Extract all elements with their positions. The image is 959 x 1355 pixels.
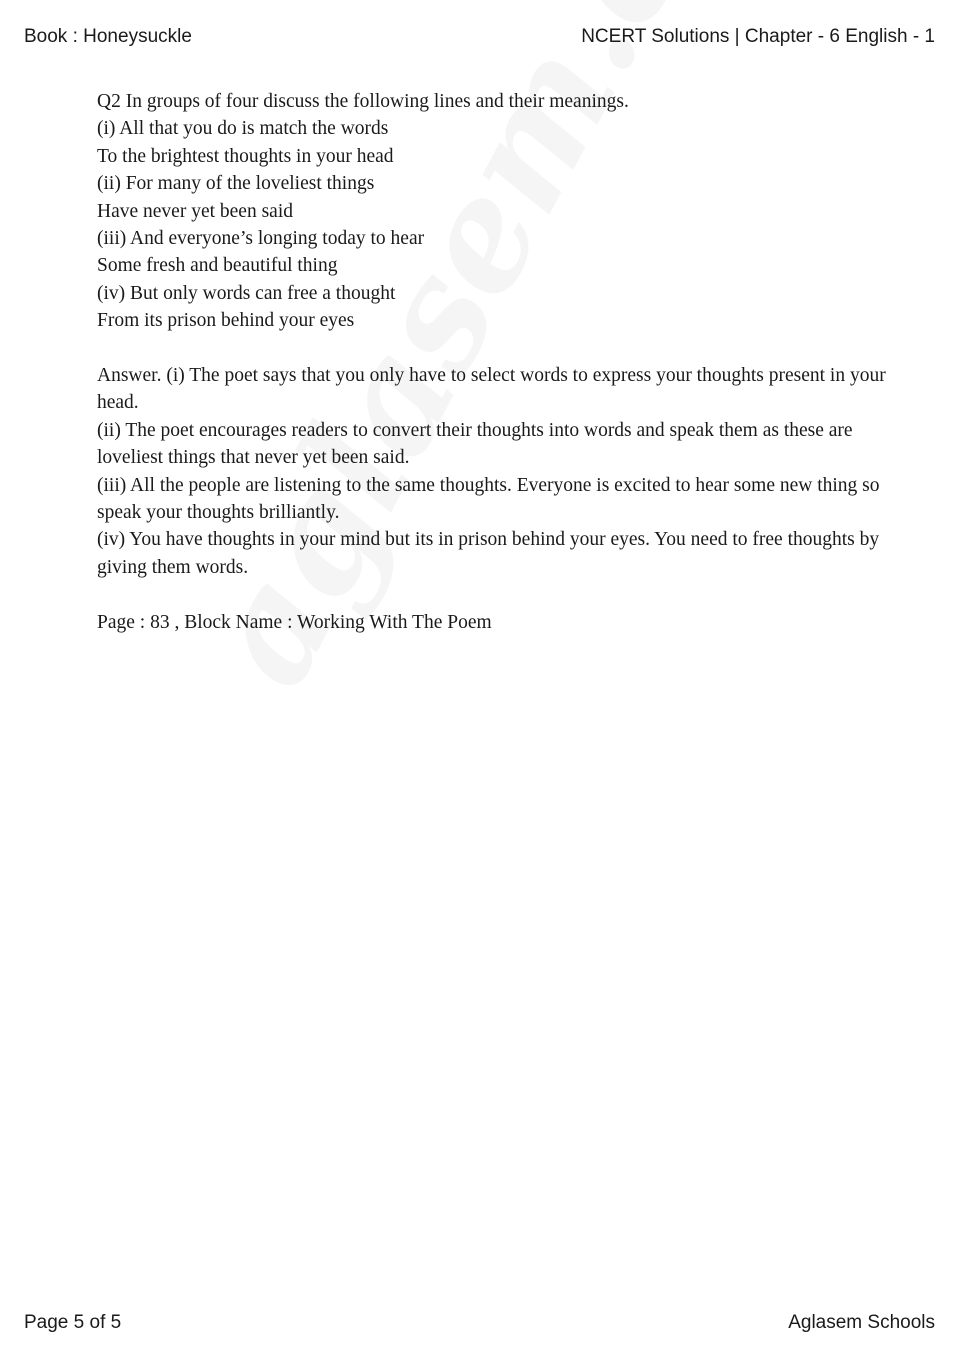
header-book-title: Book : Honeysuckle <box>24 26 192 47</box>
page-reference: Page : 83 , Block Name : Working With The Poem <box>97 611 492 633</box>
poem-line: (i) All that you do is match the words <box>97 118 389 140</box>
footer-page-number: Page 5 of 5 <box>24 1312 122 1333</box>
answer-paragraph: (ii) The poet encourages readers to convert their thoughts into words and speak them as these are loveliest things that never yet been said. <box>97 419 853 469</box>
question-prompt: Q2 In groups of four discuss the following lines and their meanings. <box>97 91 629 112</box>
poem-line: Have never yet been said <box>97 200 293 222</box>
poem-line: (iv) But only words can free a thought <box>97 282 396 304</box>
poem-line: (ii) For many of the loveliest things <box>97 173 375 195</box>
page-content <box>97 88 887 636</box>
poem-line: Some fresh and beautiful thing <box>97 255 338 277</box>
footer-publisher: Aglasem Schools <box>788 1312 935 1333</box>
header-chapter-title: NCERT Solutions | Chapter - 6 English - 1 <box>581 26 935 47</box>
answer-paragraph: Answer. (i) The poet says that you only have to select words to express your thoughts present in your head. <box>97 365 886 414</box>
paragraph-spacer <box>97 335 887 362</box>
poem-line: (iii) And everyone’s longing today to hear <box>97 228 425 250</box>
poem-line: To the brightest thoughts in your head <box>97 145 394 167</box>
paragraph-spacer <box>97 581 887 608</box>
poem-line: From its prison behind your eyes <box>97 310 355 332</box>
answer-paragraph: (iv) You have thoughts in your mind but its in prison behind your eyes. You need to free thoughts by giving them words. <box>97 529 880 578</box>
answer-paragraph: (iii) All the people are listening to the same thoughts. Everyone is excited to hear some new thing so speak your thoughts brilliantly. <box>97 474 880 524</box>
